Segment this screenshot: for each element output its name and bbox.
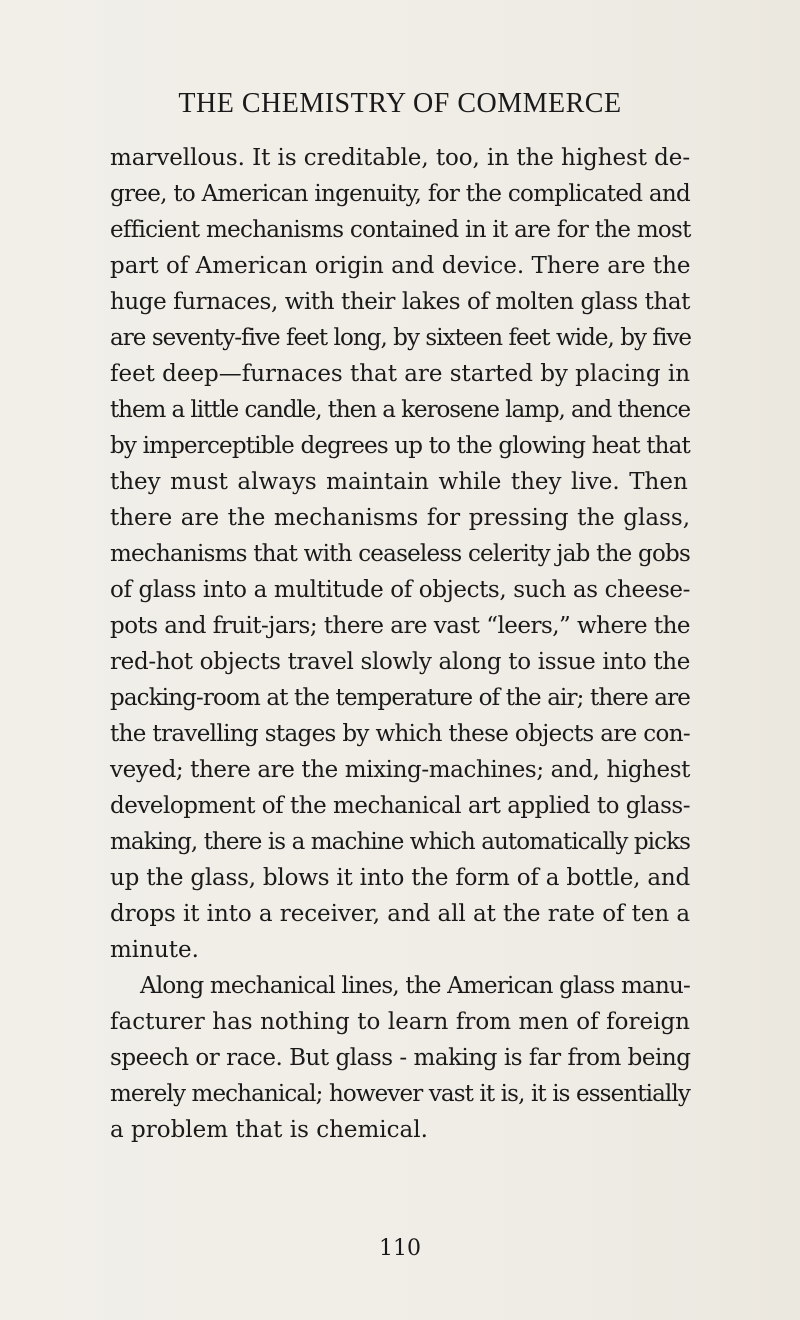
text-line-content: part of American origin and device. There are the	[110, 253, 691, 279]
text-line-content: speech or race. But glass - making is far from being	[110, 1045, 691, 1071]
text-line-content: by imperceptible degrees up to the glowing heat that	[110, 433, 690, 459]
text-line-content: drops it into a receiver, and all at the rate of ten a	[110, 901, 690, 927]
running-head: THE CHEMISTRY OF COMMERCE	[178, 88, 622, 119]
text-line-content: gree, to American ingenuity, for the complicated and	[110, 181, 690, 207]
text-line-content: up the glass, blows it into the form of a bottle, and	[110, 865, 691, 891]
text-line-content: Along mechanical lines, the American glass manu-	[140, 973, 690, 999]
text-line-content: marvellous. It is creditable, too, in the highest de-	[110, 145, 691, 171]
text-line-content: are seventy-five feet long, by sixteen feet wide, by five	[110, 325, 692, 351]
text-line-content: huge furnaces, with their lakes of molten glass that	[110, 289, 690, 315]
text-line-content: they must always maintain while they live. Then	[110, 469, 688, 495]
text-line-content: development of the mechanical art applied to glass-	[110, 793, 690, 819]
text-line-content: merely mechanical; however vast it is, it is essentially	[110, 1081, 690, 1107]
text-line-content: efficient mechanisms contained in it are for the most	[110, 217, 691, 243]
page-number: 110	[379, 1236, 421, 1261]
text-line-content: them a little candle, then a kerosene lamp, and thence	[110, 397, 690, 423]
text-line-content: making, there is a machine which automatically picks	[110, 829, 690, 855]
text-line-content: of glass into a multitude of objects, such as cheese-	[110, 577, 690, 603]
text-line-content: a problem that is chemical.	[110, 1117, 428, 1143]
text-line-content: facturer has nothing to learn from men of foreign	[110, 1009, 690, 1035]
text-line-content: feet deep—furnaces that are started by placing in	[110, 361, 690, 387]
text-line-content: there are the mechanisms for pressing the glass,	[110, 505, 690, 531]
text-line-content: the travelling stages by which these objects are con-	[110, 721, 690, 747]
text-line-content: minute.	[110, 937, 199, 963]
text-line-content: pots and fruit-jars; there are vast “leers,” where the	[110, 613, 690, 639]
text-line-content: veyed; there are the mixing-machines; and, highest	[110, 757, 691, 783]
text-line-content: red-hot objects travel slowly along to issue into the	[110, 649, 690, 675]
text-line-content: mechanisms that with ceaseless celerity jab the gobs	[110, 541, 690, 567]
text-line-content: packing-room at the temperature of the air; there are	[110, 685, 690, 711]
